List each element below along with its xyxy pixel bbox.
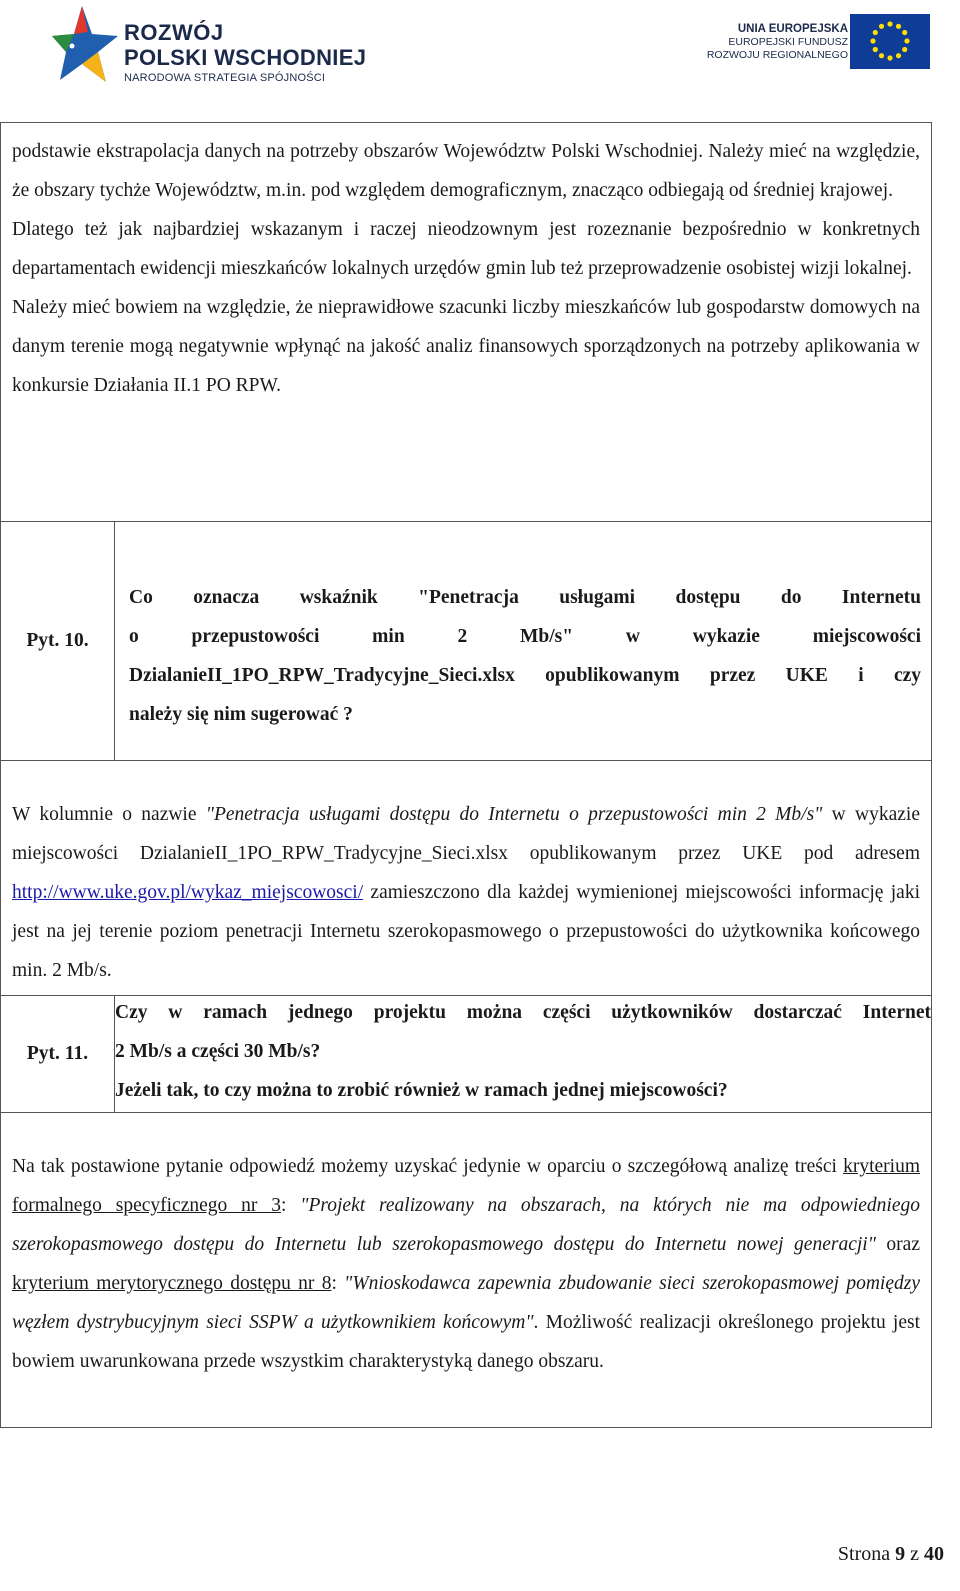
criterion-reference: kryterium formalnego specyficznego nr 3 — [12, 1156, 920, 1216]
of-word: z — [910, 1543, 919, 1565]
question-label: Pyt. 11. — [1, 996, 115, 1112]
question-text — [115, 996, 931, 1112]
question-line: o przepustowości min 2 Mb/s" w wykazie miejscowości — [129, 626, 921, 647]
answer-paragraph: Należy mieć bowiem na względzie, że nieprawidłowe szacunki liczby mieszkańców lub gospodarstw domowych na danym terenie mogą negatywnie wpłynąć na jakość analiz finansowych sporządzonych na potrzeby aplikowania w konkursie Działania II.1 PO RPW. — [12, 297, 920, 396]
question-line: Jeżeli tak, to czy można to zrobić również w ramach jednej miejscowości? — [115, 1080, 728, 1101]
answer-11-box — [0, 1112, 932, 1428]
eu-logo-line2: EUROPEJSKI FUNDUSZ — [728, 36, 848, 48]
answer-text: : — [331, 1273, 345, 1294]
question-line: należy się nim sugerować ? — [129, 704, 353, 725]
criterion-reference: kryterium merytorycznego dostępu nr 8 — [12, 1273, 332, 1294]
page-number — [838, 1543, 944, 1566]
question-line: Czy w ramach jednego projektu można części użytkowników dostarczać Internet — [115, 1002, 931, 1023]
answer-text: zamieszczono dla każdej wymienionej miejscowości informację jaki jest na jej terenie poziom penetracji Internetu szerokopasmowego o przepustowości do użytkownika końcowego min. 2 Mb/s. — [12, 882, 920, 981]
answer-text: : — [281, 1195, 301, 1216]
answer-text: . Możliwość realizacji określonego projektu jest bowiem uwarunkowana przede wszystkim charakterystyką danego obszaru. — [12, 1312, 920, 1372]
question-text — [115, 522, 931, 760]
answer-10-box — [0, 760, 932, 996]
question-line: Co oznacza wskaźnik "Penetracja usługami dostępu do Internetu — [129, 587, 921, 608]
criterion-quote: "Wnioskodawca zapewnia zbudowanie sieci szerokopasmowej pomiędzy węzłem dystrybucyjnym sieci SSPW a użytkownikiem końcowym" — [12, 1273, 920, 1333]
eu-flag-icon — [850, 14, 930, 69]
answer-paragraph — [12, 795, 920, 990]
answer-text: Na tak postawione pytanie odpowiedź możemy uzyskać jedynie w oparciu o szczegółową analizę treści — [12, 1156, 844, 1177]
answer-previous-box — [0, 122, 932, 522]
total-pages: 40 — [924, 1543, 944, 1565]
logo-title-line1: ROZWÓJ — [124, 20, 224, 45]
star-emblem-icon — [52, 4, 122, 86]
answer-text: oraz — [875, 1234, 920, 1255]
answer-paragraph: podstawie ekstrapolacja danych na potrzeby obszarów Województw Polski Wschodniej. Należy mieć na względzie, że obszary tychże Województw, m.in. pod względem demograficznym, znacząco odbiegają od średniej krajowej. — [12, 141, 920, 201]
answer-text: W kolumnie o nazwie — [12, 804, 206, 825]
answer-paragraph: Dlatego też jak najbardziej wskazanym i raczej nieodzownym jest rozeznanie bezpośrednio w konkretnych departamentach ewidencji mieszkańców lokalnych urzędów gmin lub też przeprowadzenie osobistej wizji lokalnej. — [12, 219, 920, 279]
eu-logo — [700, 14, 940, 74]
page-header — [0, 0, 960, 100]
indicator-name: "Penetracja usługami dostępu do Internetu o przepustowości min 2 Mb/s" — [205, 804, 823, 825]
question-11-row — [0, 995, 932, 1113]
logo-subtitle: NARODOWA STRATEGIA SPÓJNOŚCI — [124, 72, 326, 84]
answer-paragraph — [12, 1147, 920, 1381]
eu-logo-line1: UNIA EUROPEJSKA — [737, 23, 848, 35]
question-label: Pyt. 10. — [1, 522, 115, 760]
eu-logo-text — [707, 22, 848, 62]
eu-logo-line3: ROZWOJU REGIONALNEGO — [706, 49, 848, 61]
logo-title-line2: POLSKI WSCHODNIEJ — [124, 45, 367, 70]
question-line: DzialanieII_1PO_RPW_Tradycyjne_Sieci.xlsx opublikowanym przez UKE i czy — [129, 665, 921, 686]
criterion-quote: "Projekt realizowany na obszarach, na których nie ma odpowiedniego szerokopasmowego dostępu do Internetu lub szerokopasmowego dostępu do Internetu nowej generacji" — [12, 1195, 921, 1255]
page-word: Strona — [837, 1543, 891, 1565]
answer-text: w wykazie miejscowości DzialanieII_1PO_RPW_Tradycyjne_Sieci.xlsx opublikowanym przez UKE pod adresem — [12, 804, 920, 864]
question-10-row — [0, 521, 932, 761]
current-page: 9 — [895, 1543, 906, 1565]
question-line: 2 Mb/s a części 30 Mb/s? — [115, 1041, 321, 1062]
uke-link[interactable]: http://www.uke.gov.pl/wykaz_miejscowosci/ — [12, 882, 364, 903]
rozwoj-polski-wschodniej-logo — [52, 4, 367, 86]
